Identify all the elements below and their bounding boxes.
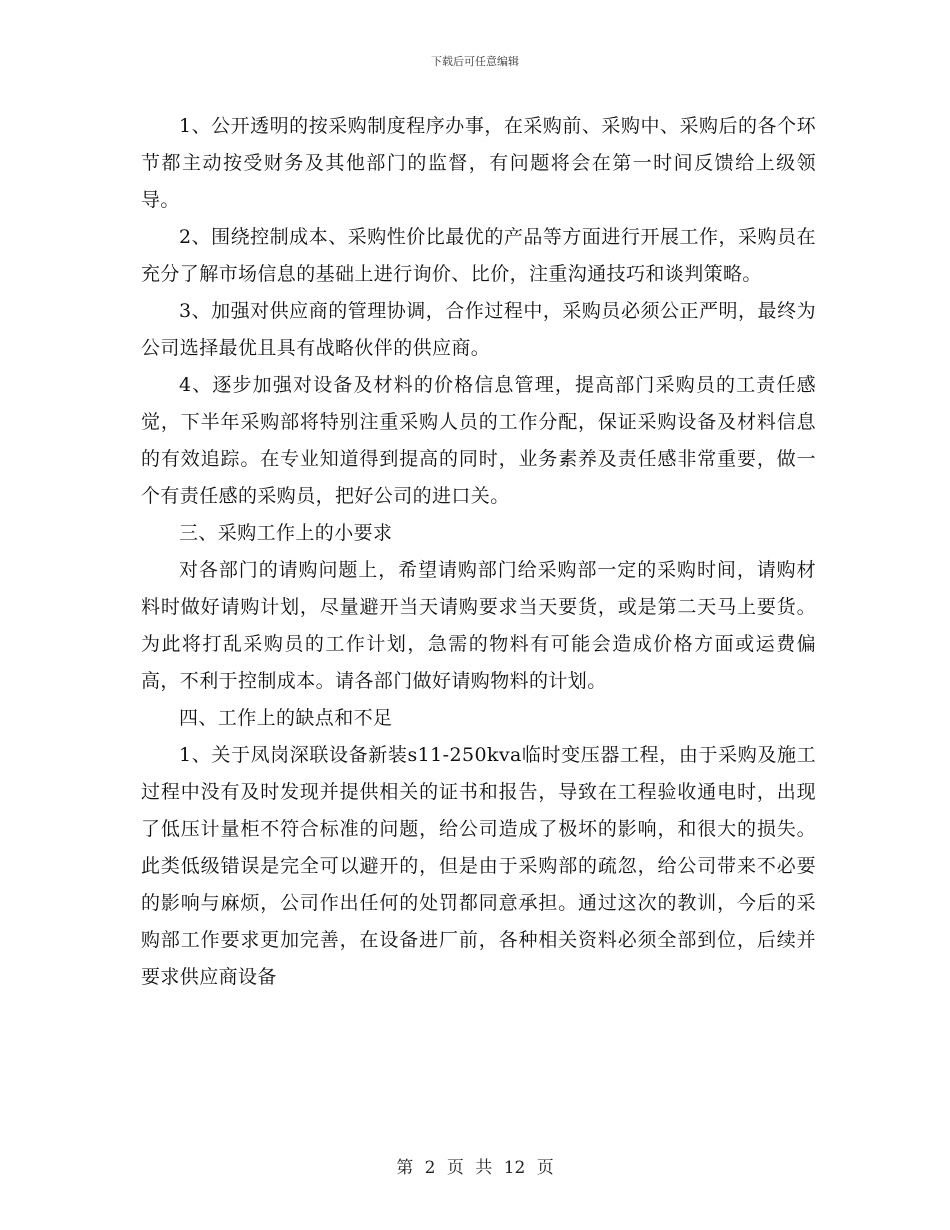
- document-body: [141, 108, 816, 996]
- paragraph-2: 2、围绕控制成本、采购性价比最优的产品等方面进行开展工作，采购员在充分了解市场信息的基础上进行询价、比价，注重沟通技巧和谈判策略。: [141, 226, 816, 285]
- paragraph-5: 对各部门的请购问题上，希望请购部门给采购部一定的采购时间，请购材料时做好请购计划，尽量避开当天请购要求当天要货，或是第二天马上要货。为此将打乱采购员的工作计划，急需的物料有可能会造成价格方面或运费偏高，不利于控制成本。请各部门做好请购物料的计划。: [141, 559, 816, 692]
- page-header: 下载后可任意编辑: [431, 55, 519, 68]
- paragraph-1: 1、公开透明的按采购制度程序办事，在采购前、采购中、采购后的各个环节都主动按受财务及其他部门的监督，有问题将会在第一时间反馈给上级领导。: [141, 115, 816, 211]
- section-heading-4: 四、工作上的缺点和不足: [179, 707, 393, 729]
- paragraph-4: 4、逐步加强对设备及材料的价格信息管理，提高部门采购员的工责任感觉，下半年采购部将特别注重采购人员的工作分配，保证采购设备及材料信息的有效追踪。在专业知道得到提高的同时，业务素养及责任感非常重要，做一个有责任感的采购员，把好公司的进口关。: [141, 374, 816, 507]
- page-number-footer: 第 2 页 共 12 页: [396, 1158, 554, 1178]
- section-heading-3: 三、采购工作上的小要求: [179, 522, 393, 544]
- paragraph-6: 1、关于凤岗深联设备新装s11-250kva临时变压器工程，由于采购及施工过程中没有及时发现并提供相关的证书和报告，导致在工程验收通电时，出现了低压计量柜不符合标准的问题，给公司造成了极坏的影响，和很大的损失。此类低级错误是完全可以避开的，但是由于采购部的疏忽，给公司带来不必要的影响与麻烦，公司作出任何的处罚都同意承担。通过这次的教训，今后的采购部工作要求更加完善，在设备进厂前，各种相关资料必须全部到位，后续并要求供应商设备: [141, 744, 816, 988]
- paragraph-3: 3、加强对供应商的管理协调，合作过程中，采购员必须公正严明，最终为公司选择最优且具有战略伙伴的供应商。: [141, 300, 816, 359]
